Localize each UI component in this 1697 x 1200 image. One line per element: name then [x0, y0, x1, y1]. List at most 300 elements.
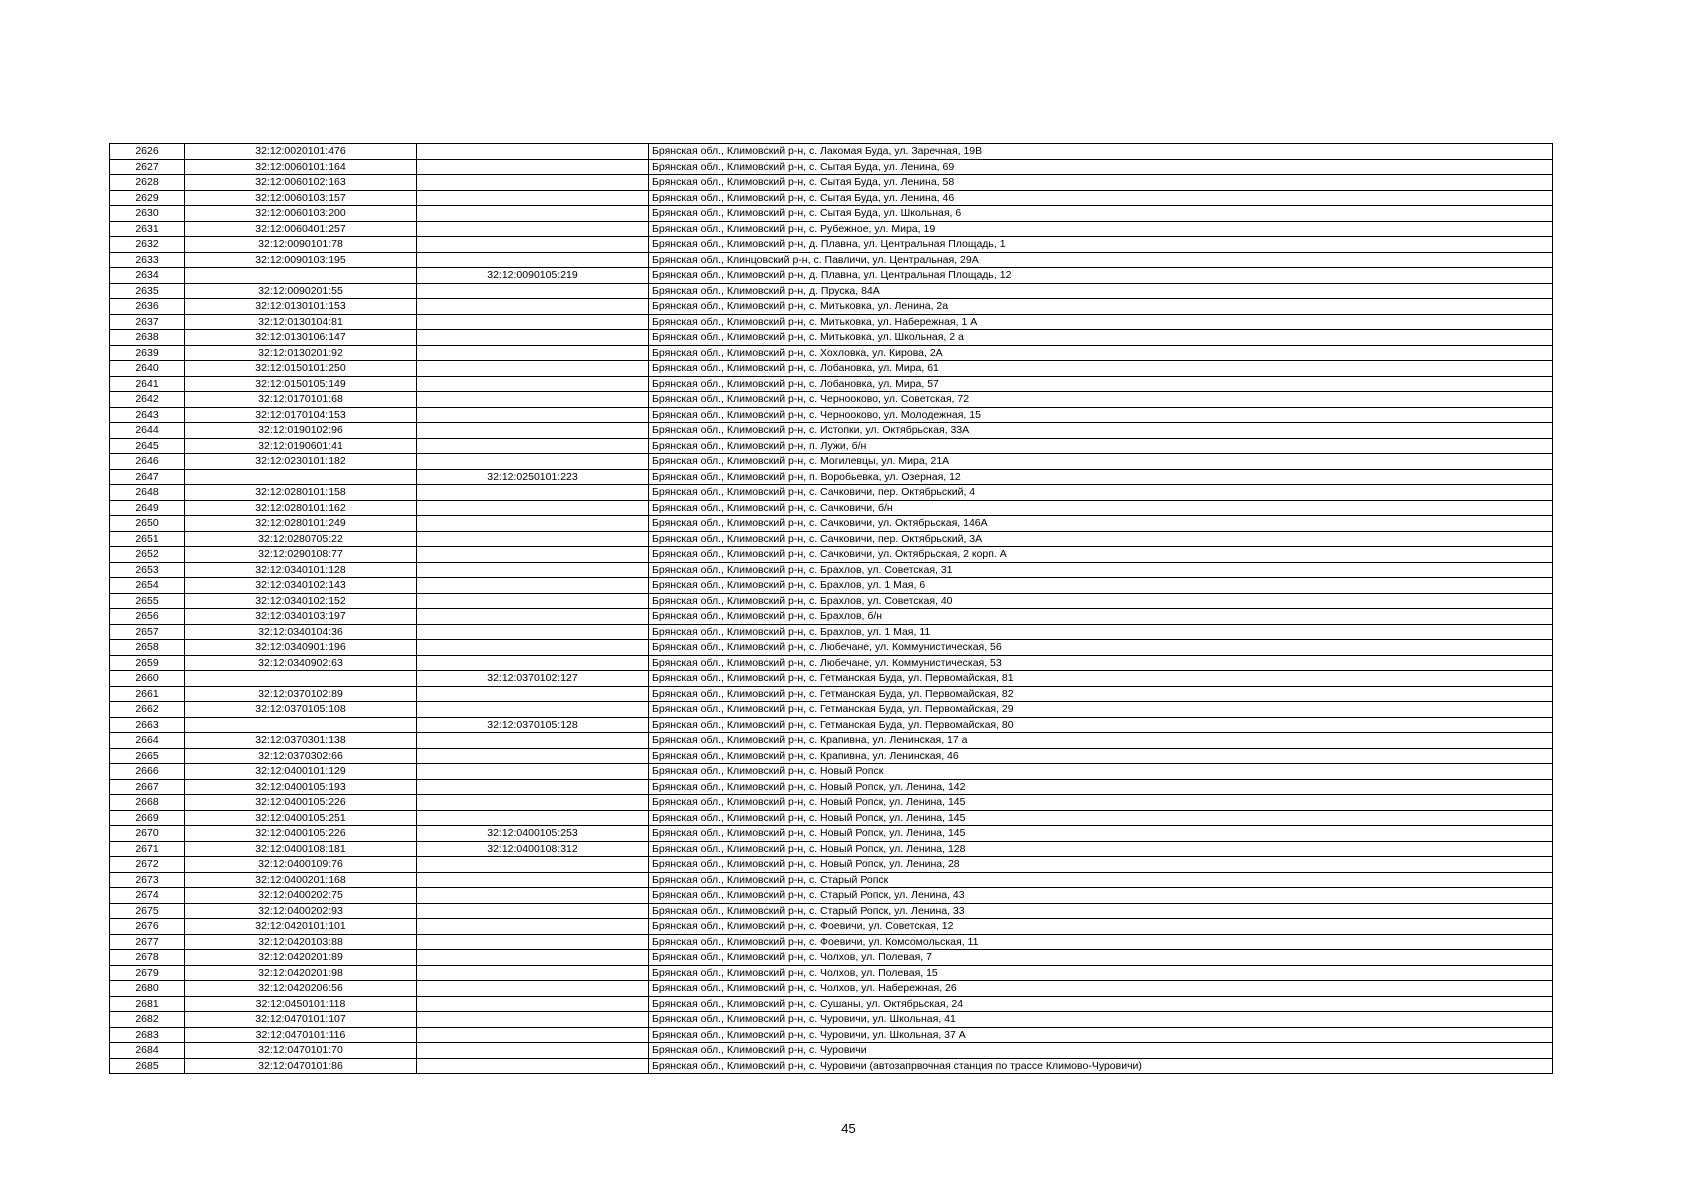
address-cell: Брянская обл., Климовский р-н, с. Сытая Буда, ул. Ленина, 69 — [649, 159, 1553, 175]
row-number-cell: 2639 — [110, 345, 185, 361]
row-number-cell: 2636 — [110, 299, 185, 315]
address-cell: Брянская обл., Климовский р-н, с. Чолхов, ул. Набережная, 26 — [649, 981, 1553, 997]
address-cell: Брянская обл., Климовский р-н, с. Новый Ропск, ул. Ленина, 145 — [649, 795, 1553, 811]
cadastral-number-cell: 32:12:0060102:163 — [185, 175, 417, 191]
new-cadastral-number-cell — [417, 206, 649, 222]
table-row — [110, 531, 1553, 547]
new-cadastral-number-cell — [417, 1043, 649, 1059]
table-row — [110, 981, 1553, 997]
row-number-cell: 2657 — [110, 624, 185, 640]
row-number-cell: 2669 — [110, 810, 185, 826]
row-number-cell: 2632 — [110, 237, 185, 253]
new-cadastral-number-cell — [417, 624, 649, 640]
row-number-cell: 2660 — [110, 671, 185, 687]
cadastral-number-cell: 32:12:0420201:89 — [185, 950, 417, 966]
new-cadastral-number-cell — [417, 361, 649, 377]
address-cell: Брянская обл., Климовский р-н, с. Чуровичи, ул. Школьная, 37 А — [649, 1027, 1553, 1043]
address-cell: Брянская обл., Климовский р-н, с. Сачковичи, ул. Октябрьская, 2 корп. А — [649, 547, 1553, 563]
table-row — [110, 376, 1553, 392]
row-number-cell: 2643 — [110, 407, 185, 423]
address-cell: Брянская обл., Климовский р-н, с. Сушаны, ул. Октябрьская, 24 — [649, 996, 1553, 1012]
new-cadastral-number-cell — [417, 903, 649, 919]
cadastral-number-cell: 32:12:0290108:77 — [185, 547, 417, 563]
row-number-cell: 2677 — [110, 934, 185, 950]
table-row — [110, 686, 1553, 702]
cadastral-number-cell: 32:12:0280101:162 — [185, 500, 417, 516]
row-number-cell: 2661 — [110, 686, 185, 702]
address-cell: Брянская обл., Климовский р-н, с. Чуровичи, ул. Школьная, 41 — [649, 1012, 1553, 1028]
new-cadastral-number-cell — [417, 702, 649, 718]
table-row — [110, 919, 1553, 935]
row-number-cell: 2649 — [110, 500, 185, 516]
row-number-cell: 2654 — [110, 578, 185, 594]
address-cell: Брянская обл., Климовский р-н, с. Новый Ропск, ул. Ленина, 28 — [649, 857, 1553, 873]
address-cell: Брянская обл., Климовский р-н, с. Хохловка, ул. Кирова, 2А — [649, 345, 1553, 361]
row-number-cell: 2675 — [110, 903, 185, 919]
table-row — [110, 748, 1553, 764]
cadastral-number-cell: 32:12:0470101:70 — [185, 1043, 417, 1059]
address-cell: Брянская обл., Климовский р-н, с. Рубежное, ул. Мира, 19 — [649, 221, 1553, 237]
cadastral-number-cell: 32:12:0340102:143 — [185, 578, 417, 594]
cadastral-number-cell: 32:12:0400101:129 — [185, 764, 417, 780]
cadastral-number-cell: 32:12:0400105:226 — [185, 826, 417, 842]
row-number-cell: 2666 — [110, 764, 185, 780]
cadastral-number-cell: 32:12:0450101:118 — [185, 996, 417, 1012]
row-number-cell: 2651 — [110, 531, 185, 547]
row-number-cell: 2648 — [110, 485, 185, 501]
cadastral-number-cell: 32:12:0400202:93 — [185, 903, 417, 919]
new-cadastral-number-cell — [417, 655, 649, 671]
table-row — [110, 1027, 1553, 1043]
row-number-cell: 2635 — [110, 283, 185, 299]
cadastral-number-cell: 32:12:0130201:92 — [185, 345, 417, 361]
address-cell: Брянская обл., Климовский р-н, с. Брахлов, ул. Советская, 31 — [649, 562, 1553, 578]
cadastral-number-cell — [185, 671, 417, 687]
new-cadastral-number-cell — [417, 609, 649, 625]
new-cadastral-number-cell — [417, 190, 649, 206]
cadastral-number-cell: 32:12:0060103:157 — [185, 190, 417, 206]
address-cell: Брянская обл., Климовский р-н, с. Митьковка, ул. Набережная, 1 А — [649, 314, 1553, 330]
new-cadastral-number-cell: 32:12:0370105:128 — [417, 717, 649, 733]
cadastral-number-cell: 32:12:0370301:138 — [185, 733, 417, 749]
cadastral-number-cell: 32:12:0150105:149 — [185, 376, 417, 392]
new-cadastral-number-cell — [417, 144, 649, 160]
row-number-cell: 2630 — [110, 206, 185, 222]
cadastral-number-cell: 32:12:0130104:81 — [185, 314, 417, 330]
row-number-cell: 2644 — [110, 423, 185, 439]
cadastral-number-cell: 32:12:0400202:75 — [185, 888, 417, 904]
new-cadastral-number-cell: 32:12:0400108:312 — [417, 841, 649, 857]
row-number-cell: 2685 — [110, 1058, 185, 1074]
cadastral-number-cell: 32:12:0400201:168 — [185, 872, 417, 888]
address-cell: Брянская обл., Климовский р-н, с. Фоевичи, ул. Советская, 12 — [649, 919, 1553, 935]
address-cell: Брянская обл., Климовский р-н, с. Истопки, ул. Октябрьская, 33А — [649, 423, 1553, 439]
new-cadastral-number-cell — [417, 593, 649, 609]
address-cell: Брянская обл., Климовский р-н, с. Старый Ропск, ул. Ленина, 43 — [649, 888, 1553, 904]
address-cell: Брянская обл., Климовский р-н, с. Крапивна, ул. Ленинская, 17 а — [649, 733, 1553, 749]
row-number-cell: 2678 — [110, 950, 185, 966]
cadastral-number-cell: 32:12:0400105:251 — [185, 810, 417, 826]
cadastral-number-cell: 32:12:0470101:107 — [185, 1012, 417, 1028]
table-row — [110, 996, 1553, 1012]
new-cadastral-number-cell: 32:12:0400105:253 — [417, 826, 649, 842]
row-number-cell: 2684 — [110, 1043, 185, 1059]
new-cadastral-number-cell — [417, 252, 649, 268]
address-cell: Брянская обл., Климовский р-н, с. Гетманская Буда, ул. Первомайская, 81 — [649, 671, 1553, 687]
address-cell: Брянская обл., Климовский р-н, с. Брахлов, ул. Советская, 40 — [649, 593, 1553, 609]
table-row — [110, 330, 1553, 346]
new-cadastral-number-cell — [417, 562, 649, 578]
new-cadastral-number-cell — [417, 1058, 649, 1074]
row-number-cell: 2683 — [110, 1027, 185, 1043]
row-number-cell: 2628 — [110, 175, 185, 191]
table-row — [110, 593, 1553, 609]
table-row — [110, 268, 1553, 284]
cadastral-number-cell — [185, 717, 417, 733]
cadastral-number-cell: 32:12:0130106:147 — [185, 330, 417, 346]
row-number-cell: 2662 — [110, 702, 185, 718]
cadastral-number-cell: 32:12:0020101:476 — [185, 144, 417, 160]
cadastral-number-cell: 32:12:0340102:152 — [185, 593, 417, 609]
new-cadastral-number-cell — [417, 423, 649, 439]
table-row — [110, 671, 1553, 687]
page-number: 45 — [841, 1121, 856, 1136]
new-cadastral-number-cell — [417, 485, 649, 501]
row-number-cell: 2659 — [110, 655, 185, 671]
address-cell: Брянская обл., Климовский р-н, с. Сытая Буда, ул. Школьная, 6 — [649, 206, 1553, 222]
table-row — [110, 454, 1553, 470]
row-number-cell: 2653 — [110, 562, 185, 578]
address-cell: Брянская обл., Клинцовский р-н, с. Павличи, ул. Центральная, 29А — [649, 252, 1553, 268]
table-row — [110, 562, 1553, 578]
new-cadastral-number-cell — [417, 438, 649, 454]
cadastral-number-cell: 32:12:0060101:164 — [185, 159, 417, 175]
address-cell: Брянская обл., Климовский р-н, с. Новый Ропск, ул. Ленина, 145 — [649, 810, 1553, 826]
new-cadastral-number-cell — [417, 919, 649, 935]
address-cell: Брянская обл., Климовский р-н, п. Воробьевка, ул. Озерная, 12 — [649, 469, 1553, 485]
row-number-cell: 2668 — [110, 795, 185, 811]
new-cadastral-number-cell — [417, 779, 649, 795]
new-cadastral-number-cell — [417, 221, 649, 237]
new-cadastral-number-cell — [417, 795, 649, 811]
row-number-cell: 2645 — [110, 438, 185, 454]
row-number-cell: 2682 — [110, 1012, 185, 1028]
address-cell: Брянская обл., Климовский р-н, с. Брахлов, ул. 1 Мая, 6 — [649, 578, 1553, 594]
table-row — [110, 872, 1553, 888]
new-cadastral-number-cell — [417, 578, 649, 594]
new-cadastral-number-cell — [417, 857, 649, 873]
table-row — [110, 237, 1553, 253]
address-cell: Брянская обл., Климовский р-н, с. Могилевцы, ул. Мира, 21А — [649, 454, 1553, 470]
table-row — [110, 903, 1553, 919]
new-cadastral-number-cell — [417, 516, 649, 532]
address-cell: Брянская обл., Климовский р-н, с. Новый Ропск, ул. Ленина, 145 — [649, 826, 1553, 842]
cadastral-number-cell: 32:12:0340902:63 — [185, 655, 417, 671]
new-cadastral-number-cell — [417, 159, 649, 175]
new-cadastral-number-cell: 32:12:0250101:223 — [417, 469, 649, 485]
row-number-cell: 2658 — [110, 640, 185, 656]
cadastral-number-cell: 32:12:0400105:226 — [185, 795, 417, 811]
table-row — [110, 640, 1553, 656]
table-row — [110, 469, 1553, 485]
cadastral-number-cell: 32:12:0470101:86 — [185, 1058, 417, 1074]
address-cell: Брянская обл., Климовский р-н, с. Сачковичи, ул. Октябрьская, 146А — [649, 516, 1553, 532]
new-cadastral-number-cell — [417, 283, 649, 299]
row-number-cell: 2646 — [110, 454, 185, 470]
address-cell: Брянская обл., Климовский р-н, с. Сытая Буда, ул. Ленина, 58 — [649, 175, 1553, 191]
table-row — [110, 516, 1553, 532]
cadastral-number-cell: 32:12:0280101:158 — [185, 485, 417, 501]
address-cell: Брянская обл., Климовский р-н, с. Чуровичи — [649, 1043, 1553, 1059]
table-row — [110, 609, 1553, 625]
table-row — [110, 702, 1553, 718]
cadastral-number-cell: 32:12:0420201:98 — [185, 965, 417, 981]
address-cell: Брянская обл., Климовский р-н, с. Лакомая Буда, ул. Заречная, 19В — [649, 144, 1553, 160]
table-row — [110, 144, 1553, 160]
new-cadastral-number-cell — [417, 345, 649, 361]
new-cadastral-number-cell — [417, 981, 649, 997]
cadastral-number-cell: 32:12:0420101:101 — [185, 919, 417, 935]
address-cell: Брянская обл., Климовский р-н, с. Новый Ропск — [649, 764, 1553, 780]
table-row — [110, 841, 1553, 857]
row-number-cell: 2672 — [110, 857, 185, 873]
cadastral-number-cell: 32:12:0090201:55 — [185, 283, 417, 299]
cadastral-number-cell: 32:12:0420103:88 — [185, 934, 417, 950]
cadastral-number-cell: 32:12:0060103:200 — [185, 206, 417, 222]
row-number-cell: 2631 — [110, 221, 185, 237]
cadastral-number-cell: 32:12:0400105:193 — [185, 779, 417, 795]
table-row — [110, 826, 1553, 842]
table-row — [110, 547, 1553, 563]
address-cell: Брянская обл., Климовский р-н, с. Брахлов, ул. 1 Мая, 11 — [649, 624, 1553, 640]
table-row — [110, 733, 1553, 749]
row-number-cell: 2679 — [110, 965, 185, 981]
row-number-cell: 2637 — [110, 314, 185, 330]
table-row — [110, 407, 1553, 423]
cadastral-number-cell: 32:12:0340101:128 — [185, 562, 417, 578]
row-number-cell: 2638 — [110, 330, 185, 346]
address-cell: Брянская обл., Климовский р-н, с. Митьковка, ул. Ленина, 2а — [649, 299, 1553, 315]
new-cadastral-number-cell — [417, 934, 649, 950]
address-cell: Брянская обл., Климовский р-н, с. Чернооково, ул. Советская, 72 — [649, 392, 1553, 408]
table-row — [110, 578, 1553, 594]
new-cadastral-number-cell — [417, 950, 649, 966]
row-number-cell: 2633 — [110, 252, 185, 268]
table-row — [110, 392, 1553, 408]
cadastral-number-cell: 32:12:0340901:196 — [185, 640, 417, 656]
address-cell: Брянская обл., Климовский р-н, с. Гетманская Буда, ул. Первомайская, 29 — [649, 702, 1553, 718]
new-cadastral-number-cell — [417, 764, 649, 780]
cadastral-number-cell: 32:12:0060401:257 — [185, 221, 417, 237]
new-cadastral-number-cell — [417, 748, 649, 764]
table-row — [110, 500, 1553, 516]
row-number-cell: 2671 — [110, 841, 185, 857]
table-row — [110, 361, 1553, 377]
new-cadastral-number-cell — [417, 407, 649, 423]
row-number-cell: 2647 — [110, 469, 185, 485]
address-cell: Брянская обл., Климовский р-н, с. Лобановка, ул. Мира, 61 — [649, 361, 1553, 377]
address-cell: Брянская обл., Климовский р-н, с. Крапивна, ул. Ленинская, 46 — [649, 748, 1553, 764]
table-row — [110, 624, 1553, 640]
table-row — [110, 283, 1553, 299]
table-row — [110, 485, 1553, 501]
address-cell: Брянская обл., Климовский р-н, с. Чолхов, ул. Полевая, 15 — [649, 965, 1553, 981]
address-cell: Брянская обл., Климовский р-н, д. Плавна, ул. Центральная Площадь, 1 — [649, 237, 1553, 253]
cadastral-number-cell: 32:12:0370102:89 — [185, 686, 417, 702]
new-cadastral-number-cell — [417, 810, 649, 826]
table-row — [110, 655, 1553, 671]
row-number-cell: 2663 — [110, 717, 185, 733]
cadastral-number-cell: 32:12:0280705:22 — [185, 531, 417, 547]
table-row — [110, 345, 1553, 361]
new-cadastral-number-cell — [417, 547, 649, 563]
table-row — [110, 888, 1553, 904]
address-cell: Брянская обл., Климовский р-н, п. Лужи, б/н — [649, 438, 1553, 454]
row-number-cell: 2655 — [110, 593, 185, 609]
row-number-cell: 2626 — [110, 144, 185, 160]
row-number-cell: 2673 — [110, 872, 185, 888]
property-table-body — [110, 144, 1553, 1074]
row-number-cell: 2664 — [110, 733, 185, 749]
new-cadastral-number-cell — [417, 965, 649, 981]
table-row — [110, 299, 1553, 315]
address-cell: Брянская обл., Климовский р-н, д. Плавна, ул. Центральная Площадь, 12 — [649, 268, 1553, 284]
cadastral-number-cell: 32:12:0090103:195 — [185, 252, 417, 268]
row-number-cell: 2634 — [110, 268, 185, 284]
address-cell: Брянская обл., Климовский р-н, с. Гетманская Буда, ул. Первомайская, 82 — [649, 686, 1553, 702]
new-cadastral-number-cell — [417, 996, 649, 1012]
address-cell: Брянская обл., Климовский р-н, с. Чуровичи (автозапрвочная станция по трассе Климово-Чуровичи) — [649, 1058, 1553, 1074]
address-cell: Брянская обл., Климовский р-н, с. Сытая Буда, ул. Ленина, 46 — [649, 190, 1553, 206]
row-number-cell: 2640 — [110, 361, 185, 377]
table-row — [110, 438, 1553, 454]
cadastral-number-cell: 32:12:0400108:181 — [185, 841, 417, 857]
table-row — [110, 206, 1553, 222]
row-number-cell: 2656 — [110, 609, 185, 625]
new-cadastral-number-cell — [417, 330, 649, 346]
row-number-cell: 2627 — [110, 159, 185, 175]
row-number-cell: 2674 — [110, 888, 185, 904]
address-cell: Брянская обл., Климовский р-н, с. Новый Ропск, ул. Ленина, 128 — [649, 841, 1553, 857]
cadastral-number-cell — [185, 469, 417, 485]
cadastral-number-cell — [185, 268, 417, 284]
cadastral-number-cell: 32:12:0190102:96 — [185, 423, 417, 439]
address-cell: Брянская обл., Климовский р-н, с. Новый Ропск, ул. Ленина, 142 — [649, 779, 1553, 795]
row-number-cell: 2629 — [110, 190, 185, 206]
table-row — [110, 314, 1553, 330]
new-cadastral-number-cell — [417, 500, 649, 516]
cadastral-number-cell: 32:12:0280101:249 — [185, 516, 417, 532]
new-cadastral-number-cell — [417, 686, 649, 702]
address-cell: Брянская обл., Климовский р-н, с. Митьковка, ул. Школьная, 2 а — [649, 330, 1553, 346]
table-row — [110, 1012, 1553, 1028]
table-row — [110, 717, 1553, 733]
new-cadastral-number-cell — [417, 314, 649, 330]
new-cadastral-number-cell — [417, 1027, 649, 1043]
address-cell: Брянская обл., Климовский р-н, с. Гетманская Буда, ул. Первомайская, 80 — [649, 717, 1553, 733]
table-row — [110, 965, 1553, 981]
table-row — [110, 252, 1553, 268]
row-number-cell: 2665 — [110, 748, 185, 764]
row-number-cell: 2642 — [110, 392, 185, 408]
table-row — [110, 810, 1553, 826]
address-cell: Брянская обл., Климовский р-н, д. Пруска, 84А — [649, 283, 1553, 299]
address-cell: Брянская обл., Климовский р-н, с. Лобановка, ул. Мира, 57 — [649, 376, 1553, 392]
table-row — [110, 1043, 1553, 1059]
new-cadastral-number-cell — [417, 392, 649, 408]
row-number-cell: 2680 — [110, 981, 185, 997]
address-cell: Брянская обл., Климовский р-н, с. Старый Ропск — [649, 872, 1553, 888]
table-row — [110, 423, 1553, 439]
property-table — [109, 143, 1553, 1074]
address-cell: Брянская обл., Климовский р-н, с. Чернооково, ул. Молодежная, 15 — [649, 407, 1553, 423]
cadastral-number-cell: 32:12:0150101:250 — [185, 361, 417, 377]
new-cadastral-number-cell — [417, 175, 649, 191]
cadastral-number-cell: 32:12:0370105:108 — [185, 702, 417, 718]
row-number-cell: 2667 — [110, 779, 185, 795]
row-number-cell: 2670 — [110, 826, 185, 842]
cadastral-number-cell: 32:12:0420206:56 — [185, 981, 417, 997]
address-cell: Брянская обл., Климовский р-н, с. Фоевичи, ул. Комсомольская, 11 — [649, 934, 1553, 950]
table-row — [110, 795, 1553, 811]
row-number-cell: 2641 — [110, 376, 185, 392]
address-cell: Брянская обл., Климовский р-н, с. Брахлов, б/н — [649, 609, 1553, 625]
address-cell: Брянская обл., Климовский р-н, с. Сачковичи, пер. Октябрьский, 3А — [649, 531, 1553, 547]
cadastral-number-cell: 32:12:0170101:68 — [185, 392, 417, 408]
new-cadastral-number-cell — [417, 299, 649, 315]
cadastral-number-cell: 32:12:0190601:41 — [185, 438, 417, 454]
new-cadastral-number-cell: 32:12:0370102:127 — [417, 671, 649, 687]
cadastral-number-cell: 32:12:0130101:153 — [185, 299, 417, 315]
new-cadastral-number-cell — [417, 640, 649, 656]
table-row — [110, 190, 1553, 206]
new-cadastral-number-cell — [417, 888, 649, 904]
new-cadastral-number-cell — [417, 872, 649, 888]
address-cell: Брянская обл., Климовский р-н, с. Чолхов, ул. Полевая, 7 — [649, 950, 1553, 966]
cadastral-number-cell: 32:12:0170104:153 — [185, 407, 417, 423]
table-row — [110, 175, 1553, 191]
new-cadastral-number-cell — [417, 733, 649, 749]
new-cadastral-number-cell — [417, 531, 649, 547]
table-row — [110, 857, 1553, 873]
row-number-cell: 2681 — [110, 996, 185, 1012]
cadastral-number-cell: 32:12:0470101:116 — [185, 1027, 417, 1043]
table-row — [110, 779, 1553, 795]
cadastral-number-cell: 32:12:0400109:76 — [185, 857, 417, 873]
address-cell: Брянская обл., Климовский р-н, с. Любечане, ул. Коммунистическая, 56 — [649, 640, 1553, 656]
new-cadastral-number-cell — [417, 454, 649, 470]
table-row — [110, 764, 1553, 780]
cadastral-number-cell: 32:12:0370302:66 — [185, 748, 417, 764]
address-cell: Брянская обл., Климовский р-н, с. Старый Ропск, ул. Ленина, 33 — [649, 903, 1553, 919]
new-cadastral-number-cell: 32:12:0090105:219 — [417, 268, 649, 284]
table-row — [110, 159, 1553, 175]
row-number-cell: 2652 — [110, 547, 185, 563]
new-cadastral-number-cell — [417, 237, 649, 253]
cadastral-number-cell: 32:12:0340103:197 — [185, 609, 417, 625]
cadastral-number-cell: 32:12:0340104:36 — [185, 624, 417, 640]
new-cadastral-number-cell — [417, 376, 649, 392]
address-cell: Брянская обл., Климовский р-н, с. Любечане, ул. Коммунистическая, 53 — [649, 655, 1553, 671]
new-cadastral-number-cell — [417, 1012, 649, 1028]
row-number-cell: 2676 — [110, 919, 185, 935]
row-number-cell: 2650 — [110, 516, 185, 532]
table-row — [110, 221, 1553, 237]
table-row — [110, 950, 1553, 966]
cadastral-number-cell: 32:12:0230101:182 — [185, 454, 417, 470]
table-row — [110, 1058, 1553, 1074]
cadastral-number-cell: 32:12:0090101:78 — [185, 237, 417, 253]
